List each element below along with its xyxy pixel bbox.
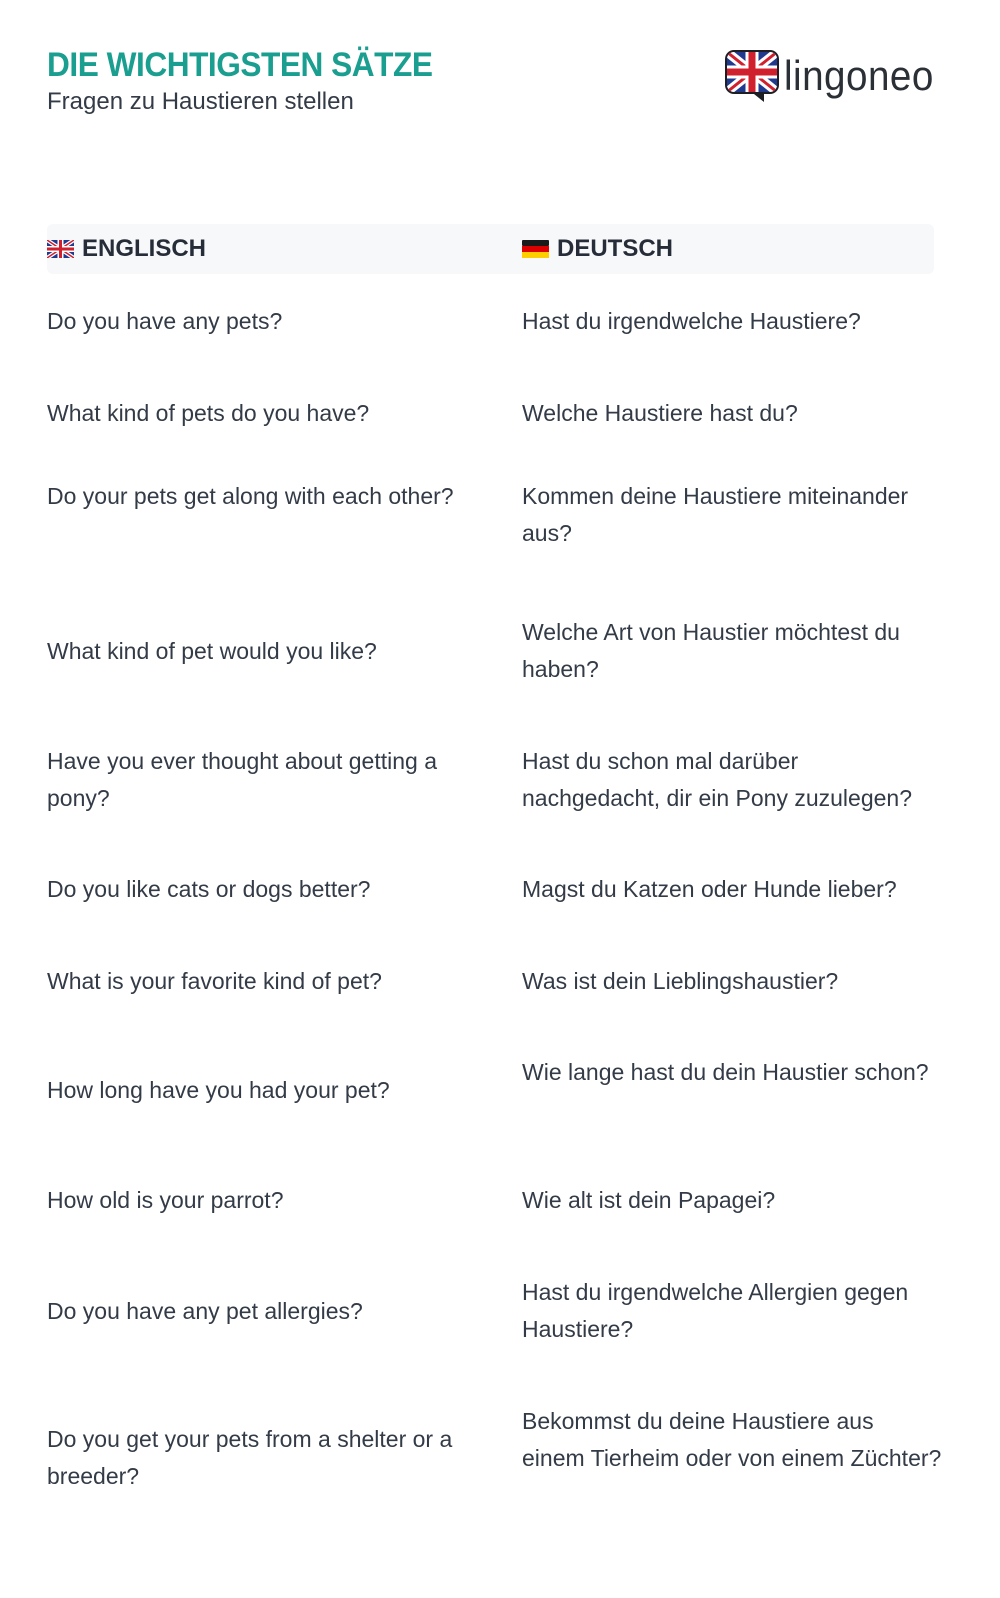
column-header-english (47, 224, 206, 274)
english-phrase: Have you ever thought about getting a pony? (47, 748, 438, 811)
german-phrase: Hast du irgendwelche Allergien gegen Haustiere? (522, 1279, 909, 1342)
german-phrase: Bekommst du deine Haustiere aus einem Tierheim oder von einem Züchter? (522, 1408, 942, 1471)
german-phrase: Wie alt ist dein Papagei? (522, 1187, 776, 1213)
english-phrase: Do your pets get along with each other? (47, 483, 454, 509)
english-phrase: How old is your parrot? (47, 1187, 284, 1213)
german-phrase: Welche Art von Haustier möchtest du haben? (522, 619, 900, 682)
uk-flag-icon (47, 240, 74, 258)
german-flag-icon (522, 240, 549, 258)
english-phrase: Do you have any pets? (47, 308, 283, 334)
column-label-english: ENGLISCH (82, 235, 207, 262)
german-phrase: Kommen deine Haustiere miteinander aus? (522, 483, 909, 546)
page-title: DIE WICHTIGSTEN SÄTZE (47, 46, 433, 84)
table-row (47, 963, 934, 1003)
lingoneo-logo (724, 48, 947, 104)
table-row (47, 1054, 934, 1129)
german-phrase: Magst du Katzen oder Hunde lieber? (522, 876, 897, 902)
english-phrase: What kind of pet would you like? (47, 638, 377, 664)
table-row (47, 606, 934, 681)
table-row (47, 871, 934, 911)
english-phrase: How long have you had your pet? (47, 1077, 390, 1103)
table-row (47, 294, 934, 350)
german-phrase: Hast du irgendwelche Haustiere? (522, 308, 861, 334)
uk-flag-speech-bubble-icon (724, 49, 780, 103)
page-subtitle: Fragen zu Haustieren stellen (47, 88, 354, 115)
english-phrase: What kind of pets do you have? (47, 400, 370, 426)
page-header (47, 44, 462, 118)
table-header (47, 224, 934, 274)
table-row (47, 1403, 942, 1515)
german-phrase: Was ist dein Lieblingshaustier? (522, 968, 839, 994)
german-phrase: Welche Haustiere hast du? (522, 400, 798, 426)
column-label-german: DEUTSCH (557, 235, 674, 262)
table-row (47, 1274, 934, 1349)
english-phrase: Do you like cats or dogs better? (47, 876, 371, 902)
table-row (47, 743, 934, 818)
english-phrase: Do you get your pets from a shelter or a breeder? (47, 1426, 453, 1489)
column-header-german (522, 224, 673, 274)
english-phrase: What is your favorite kind of pet? (47, 968, 382, 994)
logo-text: lingoneo (784, 52, 934, 99)
german-phrase: Wie lange hast du dein Haustier schon? (522, 1059, 929, 1085)
table-row (47, 1182, 934, 1222)
english-phrase: Do you have any pet allergies? (47, 1298, 363, 1324)
table-row (47, 386, 934, 442)
german-phrase: Hast du schon mal darüber nachgedacht, dir ein Pony zuzulegen? (522, 748, 913, 811)
table-row (47, 478, 934, 553)
